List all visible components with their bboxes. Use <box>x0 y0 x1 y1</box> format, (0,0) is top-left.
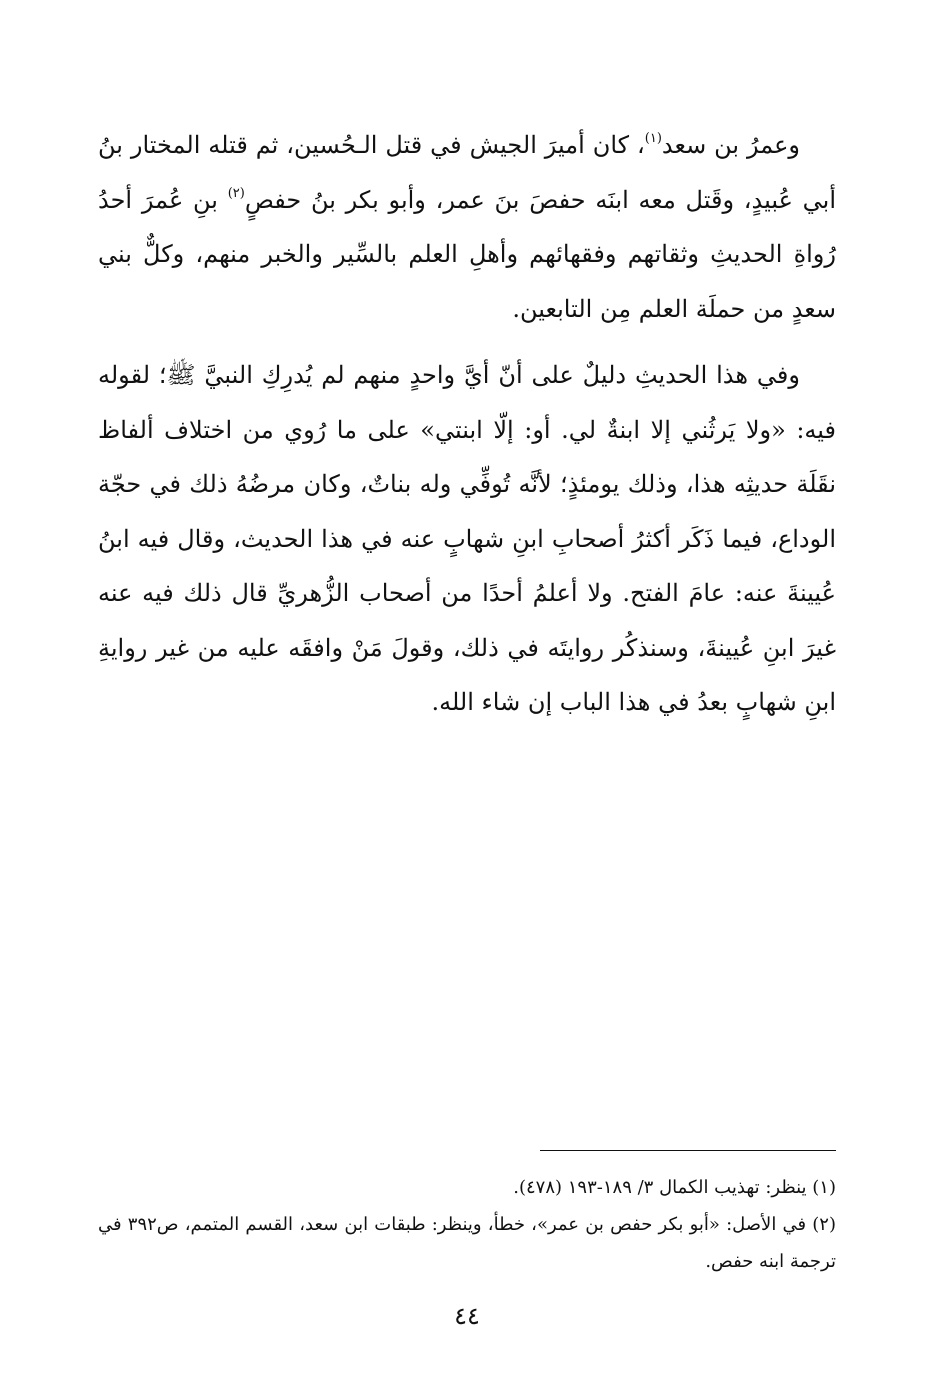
footnotes <box>98 1169 836 1280</box>
paragraph-1-part-a: وعمرُ بن سعد <box>661 131 800 159</box>
paragraph-1-part-c: بنِ عُمرَ أحدُ رُواةِ الحديثِ وثقاتهم وفقهائهم وأهلِ العلم بالسِّير والخبر منهم، وكلٌّ بني سعدٍ من حملَة العلم مِن التابعين. <box>98 185 836 323</box>
page-number: ٤٤ <box>454 1302 480 1330</box>
footnote-ref-1[interactable]: (١) <box>644 131 662 146</box>
paragraph-1 <box>98 118 836 336</box>
footnote-separator <box>540 1150 836 1151</box>
main-text <box>98 118 836 730</box>
paragraph-1-part-b: ، كان أميرَ الجيش في قتل الـحُسين، ثم قتله المختار بنُ أبي عُبيدٍ، وقَتل معه ابنَه حفصَ بنَ عمر، وأبو بكر بنُ حفصٍ <box>98 131 837 214</box>
footnote-1: (١) ينظر: تهذيب الكمال ٣/ ١٨٩-١٩٣ (٤٧٨). <box>513 1177 836 1198</box>
footnote-ref-2[interactable]: (٢) <box>227 185 245 201</box>
footnote-2: (٢) في الأصل: «أبو بكر حفص بن عمر»، خطأ، وينظر: طبقات ابن سعد، القسم المتمم، ص٣٩٢ في ترجمة ابنه حفص. <box>98 1214 836 1272</box>
paragraph-2: وفي هذا الحديثِ دليلٌ على أنّ أيَّ واحدٍ منهم لم يُدرِكِ النبيَّ ﷺ؛ لقوله فيه: «ولا يَرثُني إلا ابنةٌ لي. أو: إلّا ابنتي» على ما رُوي من اختلاف ألفاظ نقَلَة حديثِه هذا، وذلك يومئذٍ؛ لأنَّه تُوفِّي وله بناتٌ، وكان مرضُهُ ذلك في حجّة الوداع، فيما ذَكَر أكثرُ أصحابِ ابنِ شهابٍ عنه في هذا الحديث، وقال فيه ابنُ عُيينةَ عنه: عامَ الفتح. ولا أعلمُ أحدًا من أصحاب الزُّهريِّ قال ذلك فيه عنه غيرَ ابنِ عُيينةَ، وسنذكُر روايتَه في ذلك، وقولَ مَنْ وافقَه عليه من غير روايةِ ابنِ شهابٍ بعدُ في هذا الباب إن شاء الله. <box>98 361 836 716</box>
